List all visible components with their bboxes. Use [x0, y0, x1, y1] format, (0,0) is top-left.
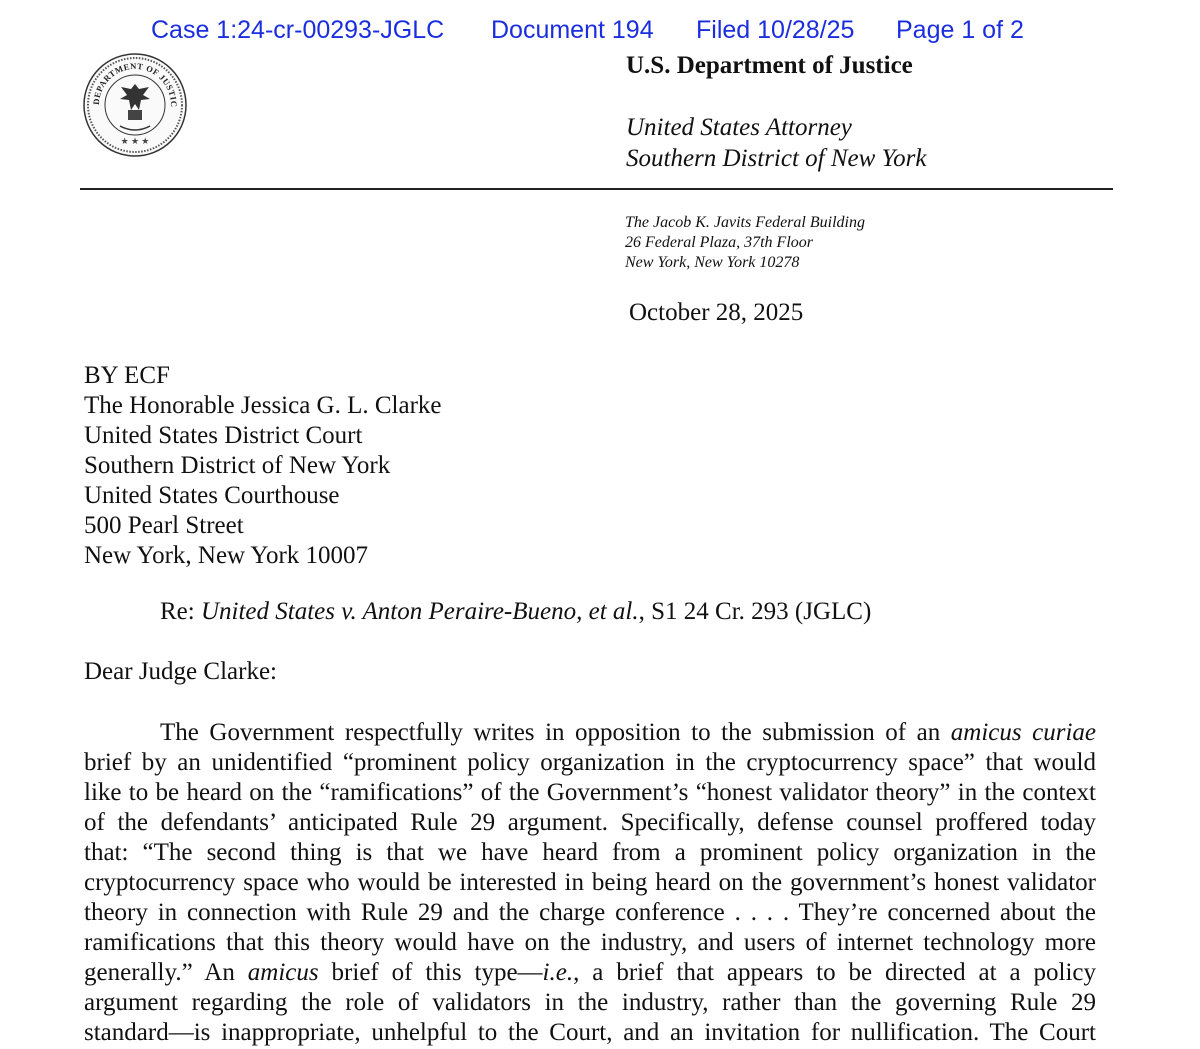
body-text-run: generally.” An	[84, 959, 248, 986]
body-line	[84, 868, 1096, 898]
seal-text: DEPARTMENT OF JUSTIC	[90, 60, 180, 108]
body-line	[84, 748, 1096, 778]
recipient-line: Southern District of New York	[84, 452, 391, 479]
body-text-run: The Government respectfully writes in opposition to the submission of an	[160, 719, 951, 746]
letter-date: October 28, 2025	[629, 299, 804, 326]
recipient-line: The Honorable Jessica G. L. Clarke	[84, 392, 442, 419]
body-text-run: theory in connection with Rule 29 and the charge conference . . . . They’re concerned about the	[84, 899, 1096, 926]
case-number: , S1 24 Cr. 293 (JGLC)	[638, 598, 872, 625]
letter-body-paragraph	[84, 718, 1096, 1048]
body-text-run: ramifications that this theory would have on the industry, and users of internet technology more	[84, 929, 1096, 956]
recipient-line: New York, New York 10007	[84, 542, 369, 569]
recipient-line: United States Courthouse	[84, 482, 340, 509]
body-text-run: brief by an unidentified “prominent policy organization in the cryptocurrency space” that would	[84, 749, 1096, 776]
body-line	[84, 718, 1096, 748]
letterhead-divider	[80, 188, 1113, 190]
recipient-block	[84, 361, 442, 571]
address-line: 26 Federal Plaza, 37th Floor	[625, 234, 813, 251]
body-line	[84, 928, 1096, 958]
body-line	[84, 838, 1096, 868]
ecf-page-indicator: Page 1 of 2	[896, 16, 1024, 44]
body-text-run: like to be heard on the “ramifications” of the Government’s “honest validator theory” in the context	[84, 779, 1096, 806]
body-line	[84, 778, 1096, 808]
ecf-case-number: Case 1:24-cr-00293-JGLC	[151, 16, 445, 44]
body-line	[84, 988, 1096, 1018]
body-text-run: argument regarding the role of validators in the industry, rather than the governing Rule 29	[84, 989, 1096, 1016]
ecf-header	[0, 16, 1200, 50]
italic-term: amicus curiae	[950, 719, 1096, 746]
delivery-method: BY ECF	[84, 362, 170, 389]
italic-term: amicus	[247, 959, 319, 986]
recipient-line: 500 Pearl Street	[84, 512, 244, 539]
case-caption: United States v. Anton Peraire-Bueno, et al.	[200, 598, 639, 625]
office-line-2: Southern District of New York	[626, 145, 927, 172]
ecf-filed-date: Filed 10/28/25	[696, 16, 855, 44]
re-line	[160, 598, 871, 626]
address-line: The Jacob K. Javits Federal Building	[625, 214, 865, 231]
office-line-1: United States Attorney	[626, 114, 852, 141]
body-line	[84, 808, 1096, 838]
department-of-justice-seal-icon	[82, 52, 188, 158]
body-line	[84, 1018, 1096, 1048]
body-text-run: that: “The second thing is that we have heard from a prominent policy organization in the	[84, 839, 1096, 866]
body-text-run: brief of this type—	[318, 959, 543, 986]
ecf-document-number: Document 194	[491, 16, 654, 44]
office-address	[625, 213, 865, 273]
body-text-run: of the defendants’ anticipated Rule 29 argument. Specifically, defense counsel proffered today	[84, 809, 1096, 836]
recipient-line: United States District Court	[84, 422, 363, 449]
salutation: Dear Judge Clarke:	[84, 658, 277, 685]
address-line: New York, New York 10278	[625, 254, 800, 271]
body-line	[84, 958, 1096, 988]
body-text-run: cryptocurrency space who would be interested in being heard on the government’s honest validator	[84, 869, 1096, 896]
body-line	[84, 898, 1096, 928]
svg-text:★ ★ ★: ★ ★ ★	[120, 136, 150, 146]
agency-name: U.S. Department of Justice	[626, 52, 913, 79]
body-text-run: standard—is inappropriate, unhelpful to the Court, and an invitation for nullification. The Court	[84, 1019, 1096, 1046]
body-text-run: , a brief that appears to be directed at a policy	[573, 959, 1097, 986]
re-prefix: Re:	[160, 598, 201, 625]
italic-term: i.e.	[542, 959, 574, 986]
office-name	[626, 112, 927, 174]
